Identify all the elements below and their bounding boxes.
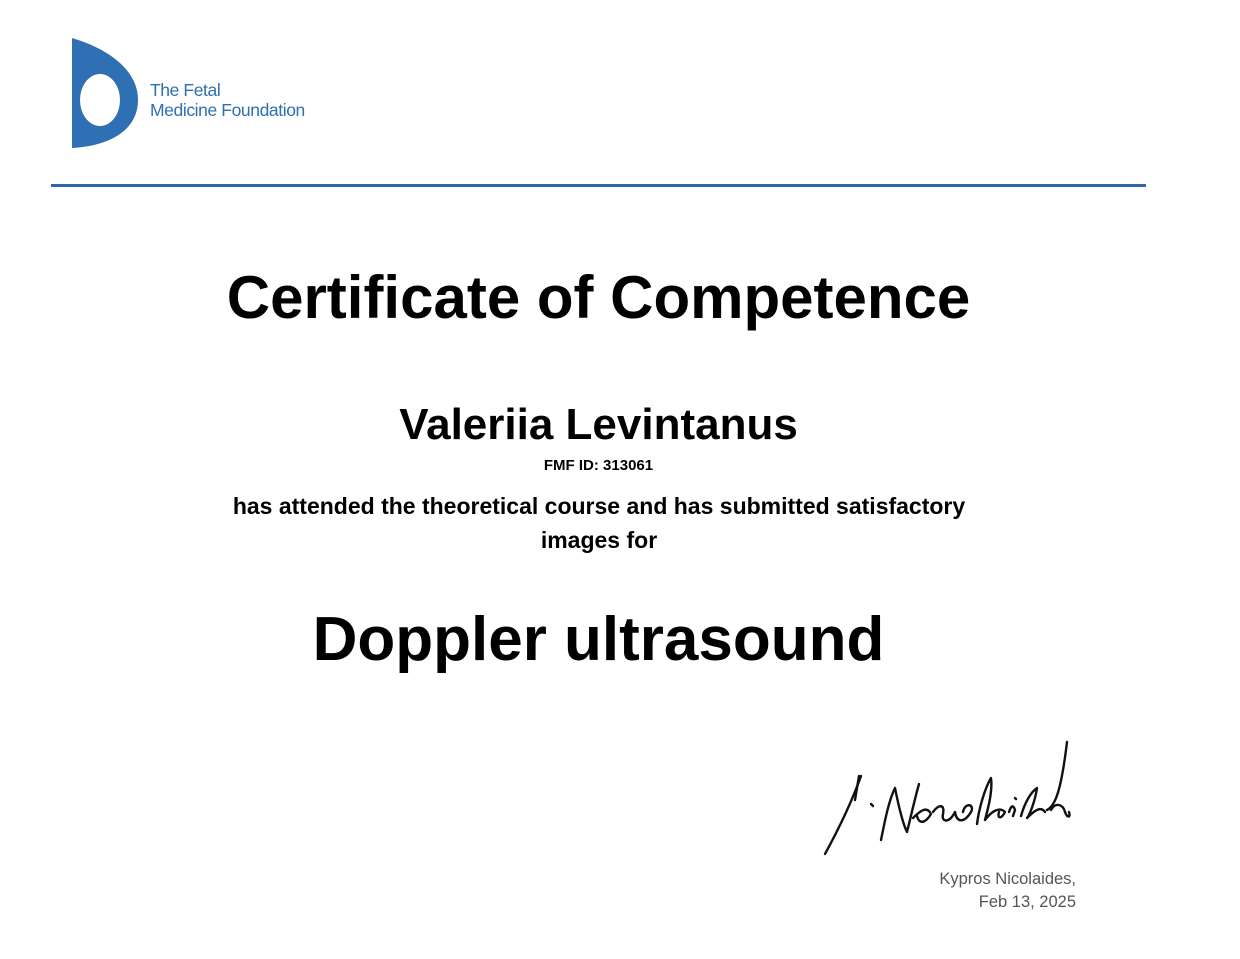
certificate-statement: has attended the theoretical course and has submitted satisfactory images for [232, 493, 966, 553]
signatory-block [939, 868, 1076, 914]
certificate-subject: Doppler ultrasound [312, 605, 885, 674]
header-divider [51, 184, 1146, 187]
signatory-name: Kypros Nicolaides, [939, 870, 1076, 888]
logo-line-1: The Fetal [150, 80, 221, 100]
logo-wordmark [150, 80, 305, 120]
certificate-title: Certificate of Competence [226, 264, 971, 331]
fmf-logo-icon [70, 38, 142, 150]
fmf-id: FMF ID: 313061 [543, 457, 654, 474]
logo-line-2: Medicine Foundation [150, 100, 305, 120]
signature-icon [815, 732, 1080, 862]
signature-date: Feb 13, 2025 [978, 893, 1076, 911]
fmf-logo [70, 38, 330, 150]
recipient-name: Valeriia Levintanus [399, 400, 798, 449]
